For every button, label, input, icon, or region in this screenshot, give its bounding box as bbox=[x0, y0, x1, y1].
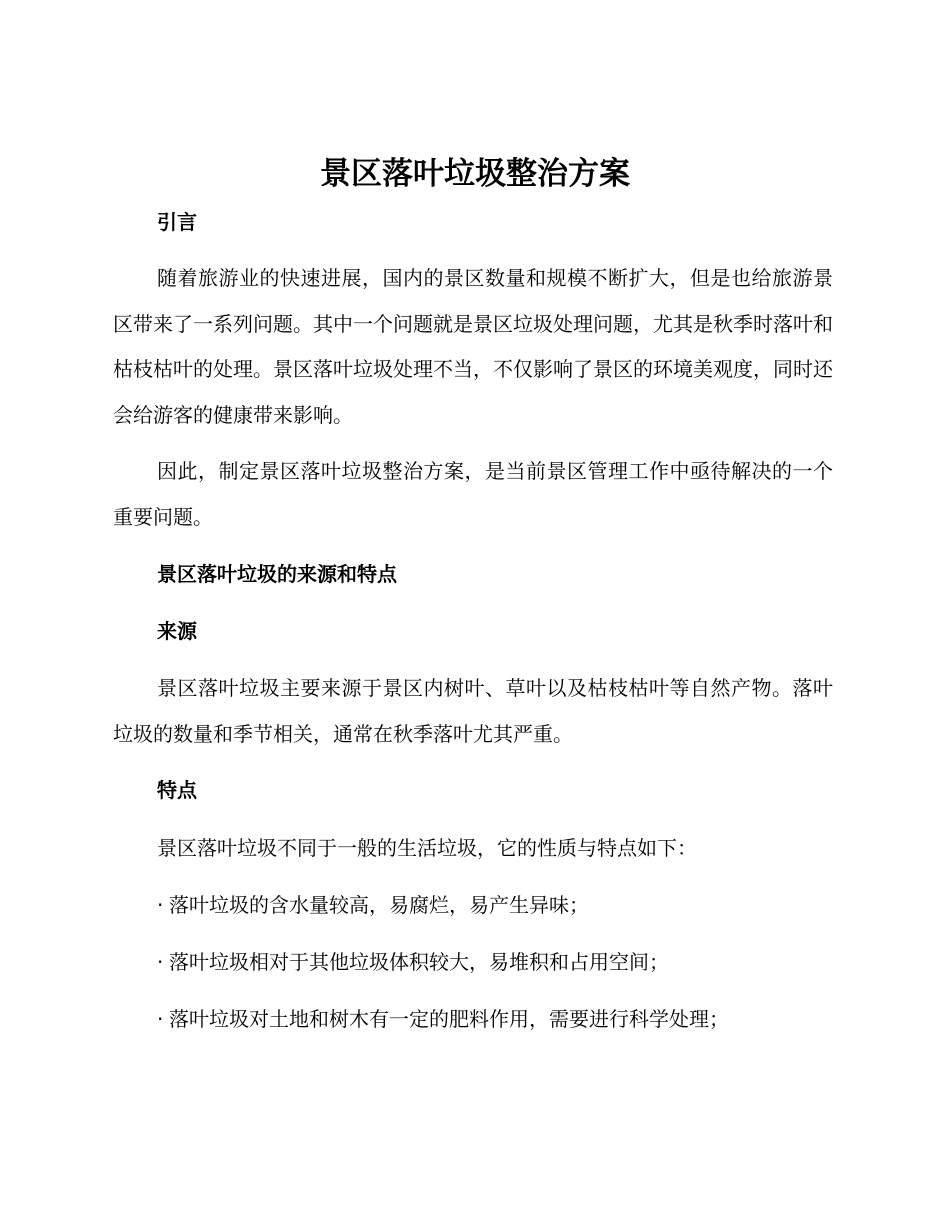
feature-intro-text: 景区落叶垃圾不同于一般的生活垃圾，它的性质与特点如下： bbox=[157, 836, 697, 860]
bullet-mark: · bbox=[157, 893, 164, 917]
intro-heading: 引言 bbox=[157, 210, 197, 234]
feature-list-item-text: 落叶垃圾相对于其他垃圾体积较大，易堆积和占用空间； bbox=[169, 950, 669, 974]
intro-paragraph-1: 随着旅游业的快速进展，国内的景区数量和规模不断扩大，但是也给旅游景区带来了一系列问题。其中一个问题就是景区垃圾处理问题，尤其是秋季时落叶和枯枝枯叶的处理。景区落叶垃圾处理不当，不仅影响了景区的环境美观度，同时还会给游客的健康带来影响。 bbox=[113, 266, 833, 427]
feature-heading: 特点 bbox=[157, 778, 197, 802]
intro-paragraph-2: 因此，制定景区落叶垃圾整治方案，是当前景区管理工作中亟待解决的一个重要问题。 bbox=[113, 459, 833, 529]
source-paragraph: 景区落叶垃圾主要来源于景区内树叶、草叶以及枯枝枯叶等自然产物。落叶垃圾的数量和季节相关，通常在秋季落叶尤其严重。 bbox=[113, 676, 833, 746]
feature-list-item-text: 落叶垃圾的含水量较高，易腐烂，易产生异味； bbox=[169, 893, 589, 917]
bullet-mark: · bbox=[157, 950, 164, 974]
bullet-mark: · bbox=[157, 1007, 164, 1031]
feature-list-item bbox=[157, 948, 837, 976]
source-heading: 来源 bbox=[157, 619, 197, 643]
section-heading-source-features: 景区落叶垃圾的来源和特点 bbox=[157, 562, 397, 586]
feature-list-item-text: 落叶垃圾对土地和树木有一定的肥料作用，需要进行科学处理； bbox=[169, 1007, 729, 1031]
document-title: 景区落叶垃圾整治方案 bbox=[320, 156, 630, 192]
feature-list-item bbox=[157, 1005, 837, 1033]
feature-list-item bbox=[157, 891, 837, 919]
